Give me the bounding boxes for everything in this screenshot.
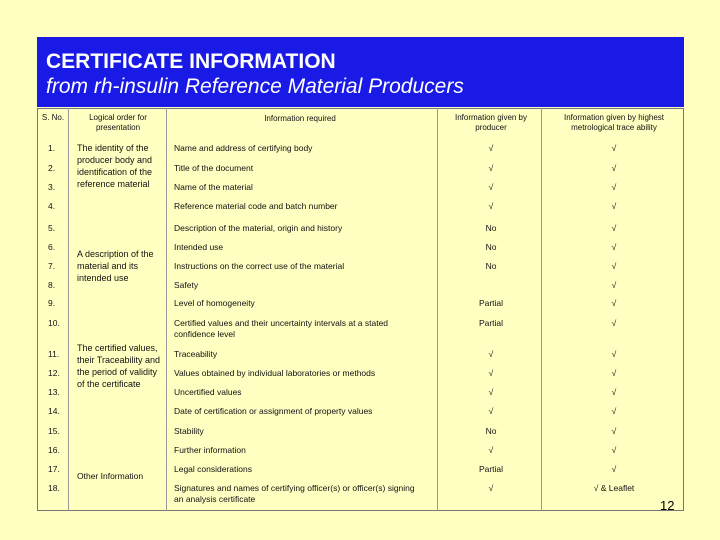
title-line-2: from rh-insulin Reference Material Producers [46, 75, 464, 98]
row-producer-value: √ [488, 201, 494, 211]
row-num: 17. [48, 464, 60, 474]
row-num: 6. [48, 242, 56, 252]
row-num: 3. [48, 182, 56, 192]
row-required: Signatures and names of certifying officer(s) or officer(s) signing an analysis certificate [174, 483, 415, 504]
header-required: Information required [264, 114, 336, 123]
row-required: Stability [174, 426, 204, 436]
row-required: Legal considerations [174, 464, 252, 474]
row-num: 1. [48, 143, 56, 153]
row-num: 16. [48, 445, 60, 455]
page-number: 12 [660, 498, 675, 513]
row-metrological-value: √ [611, 426, 617, 436]
row-metrological-value: √ [611, 445, 617, 455]
row-producer-value: No [485, 223, 497, 233]
row-metrological-value: √ [611, 182, 617, 192]
row-producer-value: √ [488, 406, 494, 416]
row-producer-value: Partial [478, 318, 504, 328]
group-label-identity: The identity of the producer body and identification of the reference material [77, 143, 153, 189]
row-metrological-value: √ [611, 349, 617, 359]
column-divider [166, 108, 167, 511]
column-divider [541, 108, 542, 511]
row-required: Instructions on the correct use of the material [174, 261, 345, 271]
row-num: 11. [48, 349, 60, 359]
header-order: Logical order for presentation [89, 113, 147, 132]
row-metrological-value: √ [611, 387, 617, 397]
row-num: 5. [48, 223, 56, 233]
row-num: 12. [48, 368, 60, 378]
row-num: 4. [48, 201, 56, 211]
row-metrological-value: √ [611, 318, 617, 328]
title-banner [37, 37, 684, 107]
group-label-description: A description of the material and its intended use [77, 249, 154, 283]
row-metrological-value: √ [611, 242, 617, 252]
row-required: Certified values and their uncertainty intervals at a stated confidence level [174, 318, 389, 339]
row-num: 13. [48, 387, 60, 397]
header-num: S. No. [41, 113, 65, 122]
row-num: 15. [48, 426, 60, 436]
row-num: 2. [48, 163, 56, 173]
row-required: Title of the document [174, 163, 254, 173]
row-metrological-value: √ [611, 261, 617, 271]
row-producer-value: √ [488, 143, 494, 153]
row-required: Name and address of certifying body [174, 143, 313, 153]
column-divider [68, 108, 69, 511]
title-line-1: CERTIFICATE INFORMATION [46, 50, 336, 73]
row-num: 8. [48, 280, 56, 290]
row-producer-value: Partial [478, 298, 504, 308]
column-divider [437, 108, 438, 511]
row-producer-value: √ [488, 163, 494, 173]
row-metrological-value: √ [611, 368, 617, 378]
row-required: Date of certification or assignment of property values [174, 406, 373, 416]
row-metrological-value: √ [611, 163, 617, 173]
header-producer: Information given by producer [454, 113, 528, 132]
row-producer-value: No [485, 242, 497, 252]
row-metrological-value: √ [611, 223, 617, 233]
row-required: Reference material code and batch number [174, 201, 338, 211]
header-metrological: Information given by highest metrological trace ability [563, 113, 665, 132]
row-num: 18. [48, 483, 60, 493]
row-producer-value: √ [488, 182, 494, 192]
row-producer-value: √ [488, 368, 494, 378]
row-metrological-value: √ [611, 464, 617, 474]
row-num: 7. [48, 261, 56, 271]
row-producer-value: No [485, 261, 497, 271]
row-required: Values obtained by individual laboratories or methods [174, 368, 376, 378]
row-num: 10. [48, 318, 60, 328]
row-required: Level of homogeneity [174, 298, 255, 308]
row-required: Name of the material [174, 182, 253, 192]
row-metrological-value: √ [611, 280, 617, 290]
row-required: Uncertified values [174, 387, 242, 397]
row-metrological-value: √ [611, 406, 617, 416]
row-required: Safety [174, 280, 199, 290]
row-num: 14. [48, 406, 60, 416]
row-required: Intended use [174, 242, 224, 252]
row-producer-value: No [485, 426, 497, 436]
row-metrological-value: √ [611, 201, 617, 211]
row-producer-value: √ [488, 387, 494, 397]
row-producer-value: √ [488, 483, 494, 493]
row-required: Traceability [174, 349, 218, 359]
group-label-certified-values: The certified values, their Traceability and the period of validity of the certificate [77, 343, 161, 389]
group-label-other: Other Information [77, 471, 144, 481]
row-metrological-value: √ [611, 298, 617, 308]
row-producer-value: √ [488, 445, 494, 455]
row-required: Further information [174, 445, 246, 455]
row-num: 9. [48, 298, 56, 308]
row-producer-value: √ [488, 349, 494, 359]
row-producer-value: Partial [478, 464, 504, 474]
row-metrological-value: √ [611, 143, 617, 153]
row-metrological-value: √ & Leaflet [593, 483, 635, 493]
row-required: Description of the material, origin and history [174, 223, 343, 233]
